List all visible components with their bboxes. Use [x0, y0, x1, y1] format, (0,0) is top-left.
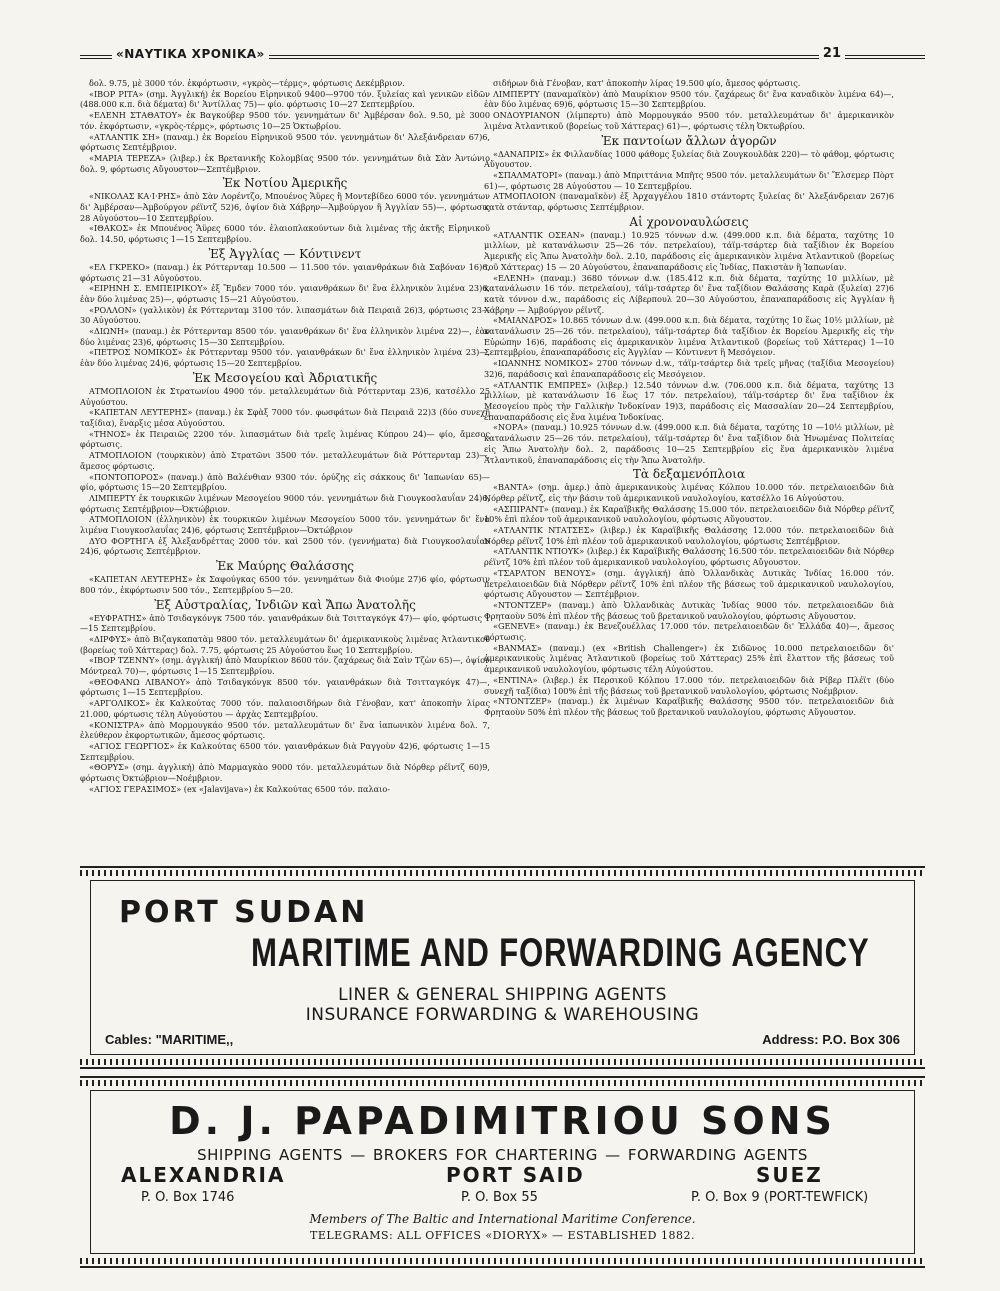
market-entry: «ΝΤΟΝΤΖΕΡ» (παναμ.) ἀπὸ Ὀλλανδικὰς Δυτικὰς Ἰνδίας 9000 τόν. πετρελαιοειδῶν διὰ Φρηταοὺν 50% ἐπὶ πλέον τῆς βάσεως τοῦ βρετανικοῦ ναυλολογίου, φόρτωσις Αὔγουστον.: [484, 599, 894, 621]
ad-border-stripe: [80, 870, 925, 876]
market-entry: «ΑΓΙΟΣ ΓΕΡΑΣΙΜΟΣ» (ex «Jalavijava») ἐκ Καλκούτας 6500 τόν. παλαιο-: [89, 783, 390, 794]
ad-port-sudan-title: PORT SUDAN: [119, 895, 369, 930]
page-number: 21: [819, 46, 845, 61]
market-entry: ΟΝΔΟΥΡΙΑΝΟΝ (λίμπερτυ) ἀπὸ Μορμουγκάο 9500 τόν. μεταλλευμάτων δι' ἀμερικανικὸν λιμένα Ἀτλαντικοῦ (βορείως τοῦ Χάττερας) 61)—, φόρτωσις τέλη Ὀκτωβρίου.: [484, 110, 894, 131]
ad-frame: [90, 880, 915, 1055]
market-entry: «ΜΑΙΑΝΔΡΟΣ» 10.865 τόννων d.w. (499.000 κ.π. διὰ δέματα, ταχύτης 10 ἕως 10½ μιλλίων, μὲ κατανάλωσιν 25—26 τόν. πετρελαίου), τάϊμ-τσάρτερ διὰ ταξίδιον ἐκ Βορείου Ἀμερικῆς εἰς τὴν Εὐρώπην 16)6, παράδοσις εἰς ἀμερικανικὸν λιμένα Ἀτλαντικοῦ (βορείως τοῦ Χάττερας) 1—10 Σεπτεμβρίου, ἐπαναπαράδοσις εἰς Ἀγγλίαν — Κόντινεντ ἢ Μεσόγειον.: [484, 315, 894, 358]
section-heading: Ἐκ Μεσογείου καὶ Ἀδριατικῆς: [192, 370, 378, 385]
market-entry: «ΙΒΟΡ ΤΖΕΝΝΥ» (σημ. ἀγγλική) ἀπὸ Μαυρίκιον 8600 τόν. ζαχάρεως διὰ Σαὶν Τζὼν 65)—, ὀψίον Μόντρεαλ 70)—, φόρτωσις 1—15 Σεπτεμβρίου.: [80, 655, 490, 677]
right-column: [484, 78, 894, 718]
market-entry: «ΑΤΛΑΝΤΙΚ ΣΗ» (παναμ.) ἐκ Βορείου Εἰρηνικοῦ 9500 τόν. γεννημάτων δι' Ἀλεξάνδρειαν 67)6, φόρτωσις Σεπτέμβριον.: [80, 131, 490, 153]
market-entry: «ΘΟΡΥΣ» (σημ. ἀγγλική) ἀπὸ Μαρμαγκὰο 9000 τόν. μεταλλευμάτων διὰ Νόρθερ ρέϊντζ 60)9, φόρτωσις Ὀκτώβριον—Νοέμβριον.: [80, 762, 490, 784]
market-entry: «ΔΙΩΝΗ» (παναμ.) ἐκ Ρόττερνταμ 8500 τόν. γαιανθράκων δι' ἕνα ἑλληνικὸν λιμένα 22)—, ἐὰν δύο λιμένας 23)6, φόρτωσις 15—30 Σεπτεμβρίου.: [80, 326, 490, 347]
market-entry: ΑΤΜΟΠΛΟΙΟΝ (παναμαϊκὸν) ἐξ Ἀρχαγγέλου 1810 στάντορτς ξυλείας δι' Ἀλεξάνδρειαν 267)6 κατὰ στάνταρ, φόρτωσις Σεπτέμβριον.: [484, 191, 894, 213]
market-entry: «ΑΓΙΟΣ ΓΕΩΡΓΙΟΣ» ἐκ Καλκούτας 6500 τόν. γαιανθράκων διὰ Ραγγοὺν 42)6, φόρτωσις 1—15 Σεπτεμβρίου.: [80, 740, 490, 762]
ad-city-alexandria: ALEXANDRIA: [121, 1163, 286, 1187]
ad-telegrams: TELEGRAMS: ALL OFFICES «DIORYX» — ESTABLISHED 1882.: [310, 1229, 695, 1242]
ad-border-stripe: [80, 1080, 925, 1086]
section-heading: Ἐξ Ἀγγλίας — Κόντινεντ: [208, 246, 362, 261]
market-entry: «ΙΘΑΚΟΣ» ἐκ Μπουένος Ἄϋρες 6000 τόν. ἐλαιοπλακούντων διὰ λιμένας τῆς ἀκτῆς Εἰρηνικοῦ δολ. 14.50, φόρτωσις 1—15 Σεπτεμβρίου.: [80, 223, 490, 245]
page-header: [80, 46, 925, 66]
section-heading: Ἐξ Αὐστραλίας, Ἰνδιῶν καὶ Ἄπω Ἀνατολῆς: [154, 597, 416, 612]
market-entry: «ΒΑΝΜΑΣ» (παναμ.) (ex «British Challenger») ἐκ Σιδῶνος 10.000 πετρελαιοειδῶν δι' ἀμερικανικοὺς λιμένας Ἀτλαντικοῦ (βορείως τοῦ Χάττερας) 25% ἐπὶ ἔλαττον τῆς βάσεως τοῦ ἀμερικανικοῦ ναυλολογίου, φόρτωσις τέλη Αὐγούστου.: [484, 642, 894, 675]
market-entry: «ΤΗΝΟΣ» ἐκ Πειραιῶς 2200 τόν. λιπασμάτων διὰ τρεῖς λιμένας Κύπρου 24)— φίο, ἄμεσος φόρτωσις.: [80, 428, 490, 450]
ad-frame: [90, 1090, 915, 1254]
papadimitriou-advertisement: [80, 1076, 925, 1268]
market-entry: «ΕΛΕΝΗ ΣΤΑΘΑΤΟΥ» ἐκ Βαγκούβερ 9500 τόν. γεννημάτων δι' Ἀμβέρσαν δολ. 9.50, μὲ 3000 τόν. ἐκφόρτωσιν, «γκρὸς-τέρμς», φόρτωσις 10—25 Ὀκτωβρίου.: [80, 110, 490, 131]
ad-border-stripe: [80, 1059, 925, 1065]
market-entry: «ΙΩΑΝΝΗΣ ΝΟΜΙΚΟΣ» 2700 τόννων d.w., τάϊμ-τσάρτερ διὰ τρεῖς μῆνας (ταξίδια Μεσογείου) 32)6, παράδοσις καὶ ἐπαναπαράδοσις εἰς Μεσόγειον.: [484, 358, 894, 379]
section-heading: Ἐκ παντοίων ἄλλων ἀγορῶν: [601, 133, 777, 148]
market-entry: «ΚΑΠΕΤΑΝ ΛΕΥΤΕΡΗΣ» (παναμ.) ἐκ Σφὰξ 7000 τόν. φωσφάτων διὰ Πειραιᾶ 22)3 (δύο συνεχῆ ταξίδια), ἔναρξις μέσα Αὐγούστου.: [80, 407, 490, 428]
market-entry: ΛΙΜΠΕΡΤΥ (παναμαϊκὸν) ἀπὸ Μαυρίκιον 9500 τόν. ζαχάρεως δι' ἕνα καναδικὸν λιμένα 64)—, ἐὰν δύο λιμένας 69)6, φόρτωσις 15—30 Σεπτεμβρίου.: [484, 88, 894, 110]
market-entry: «ΑΡΓΟΛΙΚΟΣ» ἐκ Καλκούτας 7000 τόν. παλαιοσιδήρων διὰ Γένοβαν, κατ' ἀποκοπὴν λίρας 21.000, φόρτωσις τέλη Αὐγούστου — ἀρχὰς Σεπτεμβρίου.: [80, 698, 490, 719]
ad-box-suez: P. O. Box 9 (PORT-TEWFICK): [691, 1190, 869, 1205]
market-entry: «ΕΙΡΗΝΗ Σ. ΕΜΠΕΙΡΙΚΟΥ» ἐξ Ἔμδεν 7000 τόν. γαιανθράκων δι' ἕνα ἑλληνικὸν λιμένα 23)6, ἐὰν δύο λιμένας 25)—, φόρτωσις 15—21 Αὐγούστου.: [80, 283, 490, 304]
ad-members-note: Members of The Baltic and International Maritime Conference.: [309, 1212, 696, 1226]
ad-services: SHIPPING AGENTS — BROKERS FOR CHARTERING — FORWARDING AGENTS: [197, 1146, 808, 1164]
market-entry: ΑΤΜΟΠΛΟΙΟΝ (ἑλληνικὸν) ἐκ τουρκικῶν λιμένων Μεσογείου 5000 τόν. γεννημάτων δι' ἕνα λιμένα Γιουγκοσλαυΐας 24)6, φόρτωσις Σεπτέμβριον—Ὀκτώβριον: [80, 514, 490, 536]
ad-cables: Cables: "MARITIME,,: [105, 1032, 234, 1047]
market-entry: «ΠΕΤΡΟΣ ΝΟΜΙΚΟΣ» ἐκ Ρόττερνταμ 9500 τόν. γαιανθράκων δι' ἕνα ἑλληνικὸν λιμένα 23)—, ἐὰν δύο λιμένας 24)6, φόρτωσις 15—20 Σεπτεμβρίου.: [80, 347, 490, 369]
ad-liner-line: LINER & GENERAL SHIPPING AGENTS: [338, 985, 667, 1005]
market-entry: «ΕΝΤΙΝΑ» (λιβερ.) ἐκ Περσικοῦ Κόλπου 17.000 τόν. πετρελαιοειδῶν διὰ Ρίβερ Πλέϊτ (δύο συνεχῆ ταξίδια) 100% ἐπὶ τῆς βάσεως τοῦ βρετανικοῦ ναυλολογίου, φόρτωσις Νοέμβριον.: [484, 674, 894, 696]
ad-border-stripe: [80, 1258, 925, 1264]
market-entry: «ΕΥΦΡΑΤΗΣ» ἀπὸ Τσιδαγκόνγκ 7500 τόν. γαιανθράκων διὰ Τσιτταγκόγκ 47)— φίο, φόρτωσις 1—15 Σεπτεμβρίου.: [80, 612, 490, 634]
journal-title: «ΝΑΥΤΙΚΑ ΧΡΟΝΙΚΑ»: [112, 47, 269, 61]
market-entry: «ΝΤΟΝΤΖΕΡ» (παναμ.) ἐκ λιμένων Καραϊβικῆς Θαλάσσης 9500 τόν. πετρελαιοειδῶν διὰ Φρηταοὺν 50% ἐπὶ πλέον τῆς βάσεως τοῦ βρετανικοῦ ναυλολογίου, φόρτωσις Αὔγουστον.: [484, 696, 894, 717]
ad-box-alexandria: P. O. Box 1746: [141, 1190, 235, 1205]
section-heading: Ἐκ Μαύρης Θαλάσσης: [216, 559, 354, 574]
ad-agency-name: MARITIME AND FORWARDING AGENCY: [251, 931, 870, 975]
market-entry: ΔΥΟ ΦΟΡΤΗΓΑ ἐξ Ἀλεξανδρέττας 2000 τόν. καὶ 2500 τόν. (γεννήματα) διὰ Γιουγκοσλαυΐαν 24)6, φόρτωσις Σεπτέμβριον.: [80, 535, 490, 557]
market-entry: δολ. 9.75, μὲ 3000 τόν. ἐκφόρτωσιν, «γκρὸς—τέρμς», φόρτωσις Δεκέμβριον.: [89, 78, 405, 88]
market-entry: «ΡΟΛΛΟΝ» (γαλλικὸν) ἐκ Ρόττερνταμ 3100 τόν. λιπασμάτων διὰ Πειραιᾶ 26)3, φόρτωσις 23—30 Αὐγούστου.: [80, 304, 490, 326]
market-entry: «ΝΙΚΟΛΑΣ ΚΑ·Ι·ΡΗΣ» ἀπὸ Σὰν Λορέντζο, Μπουένος Ἄϋρες ἢ Μοντεβίδεο 6000 τόν. γεννημάτων δι' Ἀμβέρσαν—Ἀμβούργον ρέϊντζ 52)6, ὀψίον διὰ Χάβρην—Ἀμβούργον ἢ Ἀγγλίαν 55)—, φόρτωσις 28 Αὐγούστου—10 Σεπτεμβρίου.: [80, 191, 490, 223]
market-entry: «ΑΤΛΑΝΤΙΚ ΟΣΕΑΝ» (παναμ.) 10.925 τόννων d.w. (499.000 κ.π. διὰ δέματα, ταχύτης 10 μιλλίων, μὲ κατανάλωσιν 25—26 τόν. πετρελαίου), τάϊμ-τσάρτερ διὰ ταξίδιον ἐκ Βορείου Ἀμερικῆς εἰς Ἄπω Ἀνατολὴν δολ. 2.10, παράδοσις εἰς ἀμερικανικὸν λιμένα Ἀτλαντικοῦ (βορείως τοῦ Χάττερας) 15 — 20 Αὐγούστου, ἐπαναπαράδοσις εἰς Ἰνδίας, Πακιστὰν ἢ Ἰαπωνίαν.: [484, 229, 894, 272]
ad-company-name: D. J. PAPADIMITRIOU SONS: [169, 1099, 836, 1143]
market-entry: ΛΙΜΠΕΡΤΥ ἐκ τουρκικῶν λιμένων Μεσογείου 9000 τόν. γεννημάτων διὰ Γιουγκοσλαυΐαν 24)6, φόρτωσις Σεπτέμβριον—Ὀκτώβριον.: [80, 492, 490, 514]
market-entry: σιδήρων διὰ Γένοβαν, κατ' ἀποκοπὴν λίρας 19.500 φίο, ἄμεσος φόρτωσις.: [493, 78, 801, 88]
market-entry: ΑΤΜΟΠΛΟΙΟΝ ἐκ Στρατωνίου 4900 τόν. μεταλλευμάτων διὰ Ρόττερνταμ 23)6, κατσέλλο 25 Αὐγούστου.: [80, 385, 490, 407]
section-heading: Ἐκ Νοτίου Ἀμερικῆς: [222, 176, 348, 191]
market-entry: «ΕΛΕΝΗ» (παναμ.) 3680 τόννων d.w. (185.412 κ.π. διὰ δέματα, ταχύτης 10 μιλλίων, μὲ κατανάλωσιν 16 τόν. πετρελαίου), τάϊμ-τσάρτερ δι' ἕνα ταξίδιον Θαλάσσης Καρὰ (ξυλεία) 27)6 κατὰ τόννον d.w., παράδοσις εἰς Λίβερπουλ 20—30 Αὐγούστου, ἐπαναπαράδοσις εἰς Ἀγγλίαν ἢ Χάβρην — Ἀμβούργον ρέϊντζ.: [484, 272, 894, 315]
market-entry: «ΚΑΠΕΤΑΝ ΛΕΥΤΕΡΗΣ» ἐκ Σαφούγκας 6500 τόν. γεννημάτων διὰ Φιούμε 27)6 φίο, φόρτωσιν 800 τόν., ἐκφόρτωσιν 500 τόν., Σεπτεμβρίου 5—20.: [80, 574, 490, 595]
market-entry: ΑΤΜΟΠΛΟΙΟΝ (τουρκικὸν) ἀπὸ Στρατῶνι 3500 τόν. μεταλλευμάτων διὰ Ρόττερνταμ 23)—, ἄμεσος φόρτωσις.: [80, 450, 490, 471]
market-entry: «ΔΑΝΑΠΡΙΣ» ἐκ Φιλλανδίας 1000 φάθομς ξυλείας διὰ Ζουγκουλδὰκ 220)— τὸ φάθομ, φόρτωσις Αὔγουστον.: [484, 148, 894, 170]
market-entry: «ΚΟΝΙΣΤΡΑ» ἀπὸ Μορμουγκάο 9500 τόν. μεταλλευμάτων δι' ἕνα ἰαπωνικὸν λιμένα δολ. 7, ἐλεύθερον ἐκφορτωτικῶν, ἄμεσος φόρτωσις.: [80, 719, 490, 741]
ad-address: Address: P.O. Box 306: [762, 1032, 900, 1047]
market-entry: «GENEVE» (παναμ.) ἐκ Βενεζουέλλας 17.000 τόν. πετρελαιοειδῶν δι' Ἑλλάδα 40)—, ἄμεσος φόρτωσις.: [484, 621, 894, 643]
market-entry: «ΑΣΠΙΡΑΝΤ» (παναμ.) ἐκ Καραϊβικῆς Θαλάσσης 15.000 τόν. πετρελαιοειδῶν διὰ Νόρθερ ρέϊντζ 10% ἐπὶ πλέον τοῦ ἀμερικανικοῦ ναυλολογίου, φόρτωσις Αὔγουστον.: [484, 503, 894, 525]
market-entry: «ΘΕΟΦΑΝΩ ΛΙΒΑΝΟΥ» ἀπὸ Τσιδαγκόνγκ 8500 τόν. γαιανθράκων διὰ Τσιτταγκόγκ 47)—, φόρτωσις 1—15 Σεπτεμβρίου.: [80, 676, 490, 698]
section-heading: Αἱ χρονοναυλώσεις: [629, 214, 749, 229]
market-entry: «ΕΛ ΓΚΡΕΚΟ» (παναμ.) ἐκ Ρόττερνταμ 10.500 — 11.500 τόν. γαιανθράκων διὰ Σαβόναν 16)6, φόρτωσις 21—31 Αὐγούστου.: [80, 261, 490, 283]
ad-insurance-line: INSURANCE FORWARDING & WAREHOUSING: [305, 1005, 700, 1025]
market-entry: «ΒΑΝΤΑ» (σημ. ἀμερ.) ἀπὸ ἀμερικανικοὺς λιμένας Κόλπου 10.000 τόν. πετρελαιοειδῶν διὰ Νόρθερ ρέϊντζ, εἰς τὴν βάσιν τοῦ ἀμερικανικοῦ ναυλολογίου, κατσέλλο 16 Αὐγούστου.: [484, 482, 894, 503]
port-sudan-advertisement: [80, 866, 925, 1069]
ad-city-port-said: PORT SAID: [446, 1163, 585, 1187]
market-entry: «ΠΟΝΤΟΠΟΡΟΣ» (παναμ.) ἀπὸ Βαλένθιαν 9300 τόν. ὀρύζης εἰς σάκκους δι' Ἰαπωνίαν 65)— φίο, φόρτωσις 15—20 Σεπτεμβρίου.: [80, 471, 490, 493]
market-entry: «ΑΤΛΑΝΤΙΚ ΝΤΑΤΣΕΣ» (λιβερ.) ἐκ Καραϊβικῆς Θαλάσσης 12.000 τόν. πετρελαιοειδῶν διὰ Νόρθερ ρέϊντζ 10% ἐπὶ πλέον τοῦ ἀμερικανικοῦ ναυλολογίου, φόρτωσις Σεπτέμβριον.: [484, 525, 894, 546]
ad-box-port-said: P. O. Box 55: [461, 1190, 538, 1205]
market-entry: «ΝΟΡΑ» (παναμ.) 10.925 τόννων d.w. (499.000 κ.π. διὰ δέματα, ταχύτης 10 —10½ μιλλίων, μὲ κατανάλωσιν 25—26 τόν. πετρελαίου), τάϊμ-τσάρτερ δι' ἕνα ταξίδιον διὰ Ἡνωμένας Πολιτείας εἰς Ἄπω Ἀνατολὴν δολ. 2, παράδοσις 10—25 Σεπτεμβρίου εἰς ἕνα ἀμερικανικὸν λιμένα Ἀτλαντικοῦ, ἐπαναπαράδοσις εἰς τὴν Ἄπω Ἀνατολήν.: [484, 422, 894, 465]
market-entry: «ΑΤΛΑΝΤΙΚ ΝΤΙΟΥΚ» (λιβερ.) ἐκ Καραϊβικῆς Θαλάσσης 16.500 τόν. πετρελαιοειδῶν διὰ Νόρθερ ρέϊντζ 10% ἐπὶ πλέον τοῦ ἀμερικανικοῦ ναυλολογίου, φόρτωσις Αὔγουστον.: [484, 546, 894, 568]
market-entry: «ΤΣΑΡΛΤΟΝ ΒΕΝΟΥΣ» (σημ. ἀγγλική) ἀπὸ Ὀλλανδικὰς Δυτικὰς Ἰνδίας 16.000 τόν. πετρελαιοειδῶν διὰ Νόρθερν ρέϊντζ 10% ἐπὶ πλέον τῆς βάσεως τοῦ ἀμερικανικοῦ ναυλολογίου, φόρτωσις Αὔγουστον — Σεπτέμβριον.: [484, 567, 894, 600]
section-heading: Τὰ δεξαμενόπλοια: [632, 467, 746, 482]
market-entry: «ΔΙΡΦΥΣ» ἀπὸ Βιζαγκαπατὰμ 9800 τόν. μεταλλευμάτων δι' ἀμερικανικοὺς λιμένας Ἀτλαντικοῦ (βορείως τοῦ Χάττερας) δολ. 7.75, φόρτωσις 25 Αὐγούστου ἕως 10 Σεπτεμβρίου.: [80, 633, 490, 655]
ad-city-suez: SUEZ: [756, 1163, 823, 1187]
market-entry: «ΣΠΑΛΜΑΤΟΡΙ» (παναμ.) ἀπὸ Μπριττάνια Μπῆτς 9500 τόν. μεταλλευμάτων δι' Ἔλσεμερ Πὸρτ 61)—, φόρτωσις 28 Αὐγούστου — 10 Σεπτεμβρίου.: [484, 169, 894, 191]
left-column: [80, 78, 490, 794]
market-entry: «ΑΤΛΑΝΤΙΚ ΕΜΠΡΕΣ» (λιβερ.) 12.540 τόννων d.w. (706.000 κ.π. διὰ δέματα, ταχύτης 13 μιλλίων, μὲ κατανάλωσιν 16 ἕως 17 τόν. πετρελαίου), τάϊμ-τσάρτερ δι' ἕνα ταξίδιον ἐκ Μεσογείου πρὸς τὴν Γαλλικὴν Ἰνδοκίναν 19)3, παράδοσις εἰς Μασσαλίαν 20—24 Σεπτεμβρίου, ἐπαναπαράδοσις εἰς ἕνα λιμένα Ἰνδοκίνας.: [484, 379, 894, 422]
market-entry: «ΙΒΟΡ ΡΙΤΑ» (σημ. Ἀγγλική) ἐκ Βορείου Εἰρηνικοῦ 9400—9700 τόν. ξυλείας καὶ γενικῶν εἰδῶν (488.000 κ.π. διὰ δέματα) δι' Ἀντίλλας 75)— φίο. φόρτωσις 10—27 Σεπτεμβρίου.: [80, 88, 490, 110]
market-entry: «ΜΑΡΙΑ ΤΕΡΕΖΑ» (λιβερ.) ἐκ Βρετανικῆς Κολομβίας 9500 τόν. γεννημάτων διὰ Σὰν Ἀντώνιο δολ. 9, φόρτωσις Αὔγουστον—Σεπτέμβριον.: [80, 152, 490, 174]
